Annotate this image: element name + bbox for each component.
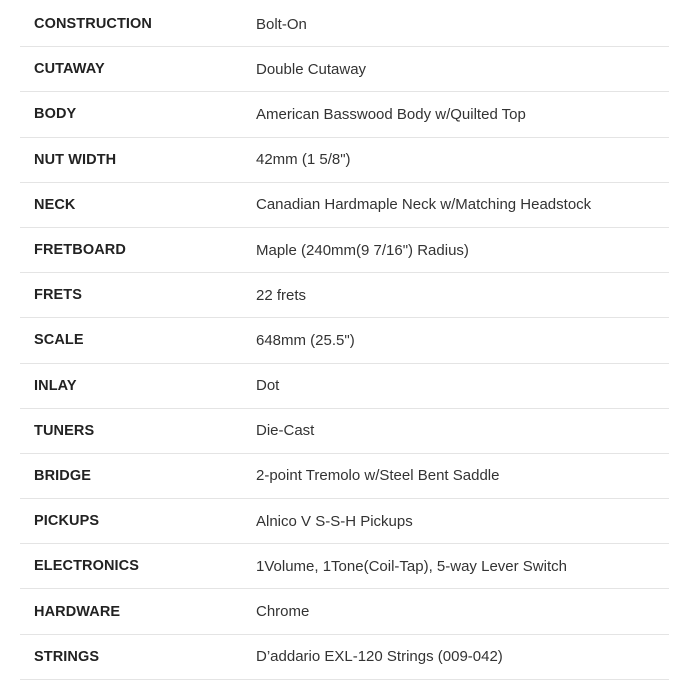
spec-value: 1Volume, 1Tone(Coil-Tap), 5-way Lever Switch [256,557,567,575]
spec-label: BRIDGE [34,467,91,484]
spec-row-construction [20,2,669,47]
spec-label: BODY [34,106,77,123]
spec-row-pickups [20,499,669,544]
spec-label: NECK [34,196,76,213]
spec-value: Maple (240mm(9 7/16") Radius) [256,241,469,259]
spec-label: CONSTRUCTION [34,16,152,33]
spec-row-tuners [20,409,669,454]
spec-label: ELECTRONICS [34,558,140,575]
spec-value: Dot [256,377,280,395]
spec-row-inlay [20,364,669,409]
spec-label: TUNERS [34,422,95,439]
spec-row-hardware [20,589,669,634]
spec-label: HARDWARE [34,603,121,620]
spec-label: PICKUPS [34,513,100,530]
spec-label: CUTAWAY [34,61,105,78]
spec-label: STRINGS [34,648,100,665]
spec-label: FRETS [34,287,83,304]
spec-row-body [20,92,669,137]
spec-row-scale [20,318,669,363]
spec-value: Chrome [256,603,310,621]
spec-table [20,2,669,680]
spec-value: D’addario EXL-120 Strings (009-042) [256,648,503,666]
spec-row-nut-width [20,138,669,183]
spec-row-strings [20,635,669,680]
spec-row-frets [20,273,669,318]
spec-label: SCALE [34,332,84,349]
spec-value: Bolt-On [256,15,307,33]
spec-label: FRETBOARD [34,242,126,259]
spec-row-neck [20,183,669,228]
spec-value: 42mm (1 5/8") [256,151,351,169]
spec-value: Canadian Hardmaple Neck w/Matching Headstock [256,196,592,214]
spec-value: 2-point Tremolo w/Steel Bent Saddle [256,467,500,485]
spec-row-electronics [20,544,669,589]
spec-label: INLAY [34,377,77,394]
spec-row-cutaway [20,47,669,92]
spec-value: Die-Cast [256,422,315,440]
spec-row-bridge [20,454,669,499]
spec-row-fretboard [20,228,669,273]
spec-value: 22 frets [256,286,307,304]
spec-label: NUT WIDTH [34,151,117,168]
spec-value: Double Cutaway [256,60,367,78]
spec-value: American Basswood Body w/Quilted Top [256,105,526,123]
spec-value: Alnico V S-S-H Pickups [256,512,413,530]
spec-value: 648mm (25.5") [256,331,355,349]
